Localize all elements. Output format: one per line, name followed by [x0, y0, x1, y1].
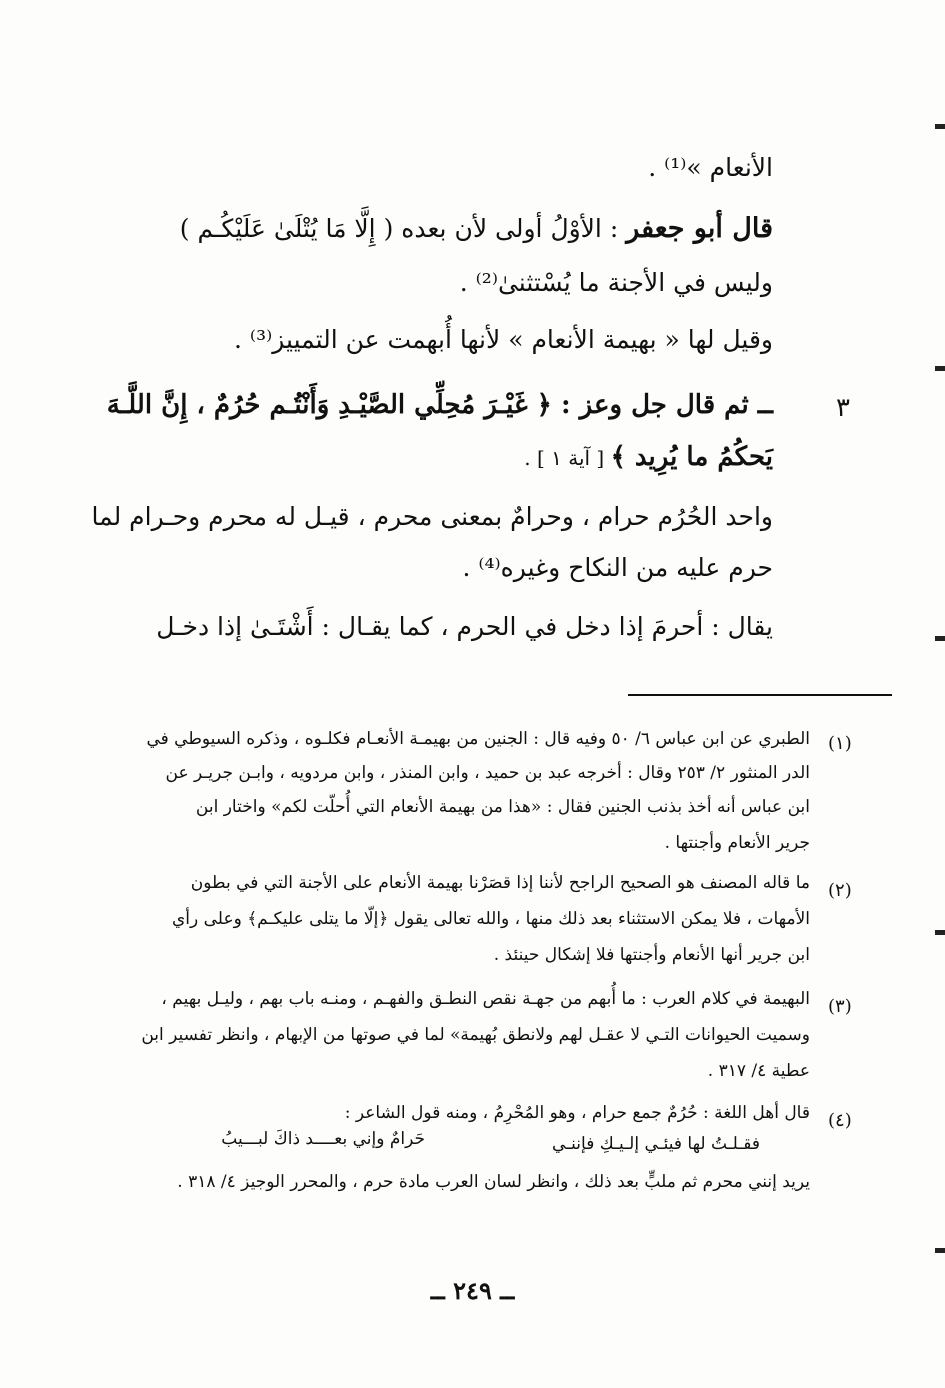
scan-edge-mark — [935, 366, 945, 371]
poetry-verse-left: حَرامٌ وإني بعــــد ذاكَ لبـــيبُ — [221, 1129, 425, 1149]
scan-edge-mark — [935, 1248, 945, 1253]
footnote-4-number: (٤) — [828, 1110, 852, 1131]
verse-number: ٣ — [836, 393, 850, 423]
verse-line-2-bold: يَحكُمُ ما يُرِيد ﴾ — [610, 442, 773, 472]
footnote-3-line-1: البهيمة في كلام العرب : ما أُبهم من جهـة نقص النطـق والفهـم ، ومنـه باب بهم ، وليـل بهيم ، — [161, 989, 810, 1009]
main-line-2-text: : الأوْلُ أولى لأن بعده ( إِلَّا مَا يُتْلَىٰ عَلَيْكُـم ) — [179, 214, 627, 243]
scan-edge-mark — [935, 930, 945, 935]
main-line-2 — [180, 213, 773, 244]
main-line-1: الأنعام »⁽¹⁾ . — [648, 153, 773, 182]
footnote-3-line-3: عطية ٤/ ٣١٧ . — [707, 1061, 810, 1081]
footnote-3-number: (٣) — [828, 996, 852, 1017]
main-line-3: وليس في الأجنة ما يُسْتثنىٰ⁽²⁾ . — [459, 268, 773, 297]
poetry-verse-right: فقـلـتُ لها فيئـي إلـيـكِ فإننـي — [552, 1134, 760, 1154]
footnote-1-line-2: الدر المنثور ٢/ ٢٥٣ وقال : أخرجه عبد بن حميد ، وابن المنذر ، وابن مردويه ، وابـن جريـر عن — [165, 763, 810, 783]
main-line-4: وقيل لها « بهيمة الأنعام » لأنها أُبهمت عن التمييز⁽³⁾ . — [234, 325, 773, 354]
main-line-7: واحد الحُرُم حرام ، وحرامٌ بمعنى محرم ، قيـل له محرم وحـرام لما — [91, 502, 773, 531]
page-number: ــ ٢٤٩ ــ — [430, 1276, 515, 1305]
footnote-2-line-3: ابن جرير أنها الأنعام وأجنتها فلا إشكال حينئذ . — [493, 945, 810, 965]
verse-line-1: ــ ثم قال جل وعز : ﴿ غَيْـرَ مُحِلِّي الصَّيْـدِ وَأَنْتُـم حُرُمٌ ، إِنَّ اللَّـهَ — [106, 390, 773, 420]
footnote-4-line-1: قال أهل اللغة : حُرُمٌ جمع حرام ، وهو المُحْرِمُ ، ومنه قول الشاعر : — [344, 1103, 810, 1123]
footnote-3-line-2: وسميت الحيوانات التـي لا عقـل لهم ولانطق بُهيمة» لما في صوتها من الإبهام ، وانظر تفسير ابن — [141, 1025, 810, 1045]
footnote-4-line-3: يريد إنني محرم ثم ملبٍّ بعد ذلك ، وانظر لسان العرب مادة حرم ، والمحرر الوجيز ٤/ ٣١٨ . — [177, 1172, 810, 1192]
speaker-name: قال أبو جعفر — [626, 213, 773, 244]
footnote-1-line-3: ابن عباس أنه أخذ بذنب الجنين فقال : «هذا من بهيمة الأنعام التي أُحلّت لكم» واختار ابن — [195, 797, 810, 817]
verse-line-2 — [524, 442, 773, 472]
main-line-8: حرم عليه من النكاح وغيره⁽⁴⁾ . — [462, 553, 773, 582]
footnote-2-line-1: ما قاله المصنف هو الصحيح الراجح لأننا إذا قصَرْنا بهيمة الأنعام على الأجنة التي في بطون — [190, 873, 810, 893]
footnote-2-number: (٢) — [828, 880, 852, 901]
footnote-1-line-1: الطبري عن ابن عباس ٦/ ٥٠ وفيه قال : الجنين من بهيمـة الأنعـام فكلـوه ، وذكره السيوطي في — [146, 729, 810, 749]
verse-reference: [ آية ١ ] . — [524, 446, 611, 470]
footnote-1-number: (١) — [828, 733, 852, 754]
footnote-1-line-4: جرير الأنعام وأجنتها . — [664, 833, 810, 853]
main-line-9: يقال : أحرمَ إذا دخل في الحرم ، كما يقـال : أَشْتَـىٰ إذا دخـل — [156, 612, 773, 641]
footnote-2-line-2: الأمهات ، فلا يمكن الاستثناء بعد ذلك منها ، والله تعالى يقول ﴿إلّا ما يتلى عليكـم﴾ وعلى رأي — [172, 909, 810, 929]
footnote-separator — [628, 694, 892, 696]
scan-edge-mark — [935, 636, 945, 641]
scan-edge-mark — [935, 124, 945, 129]
